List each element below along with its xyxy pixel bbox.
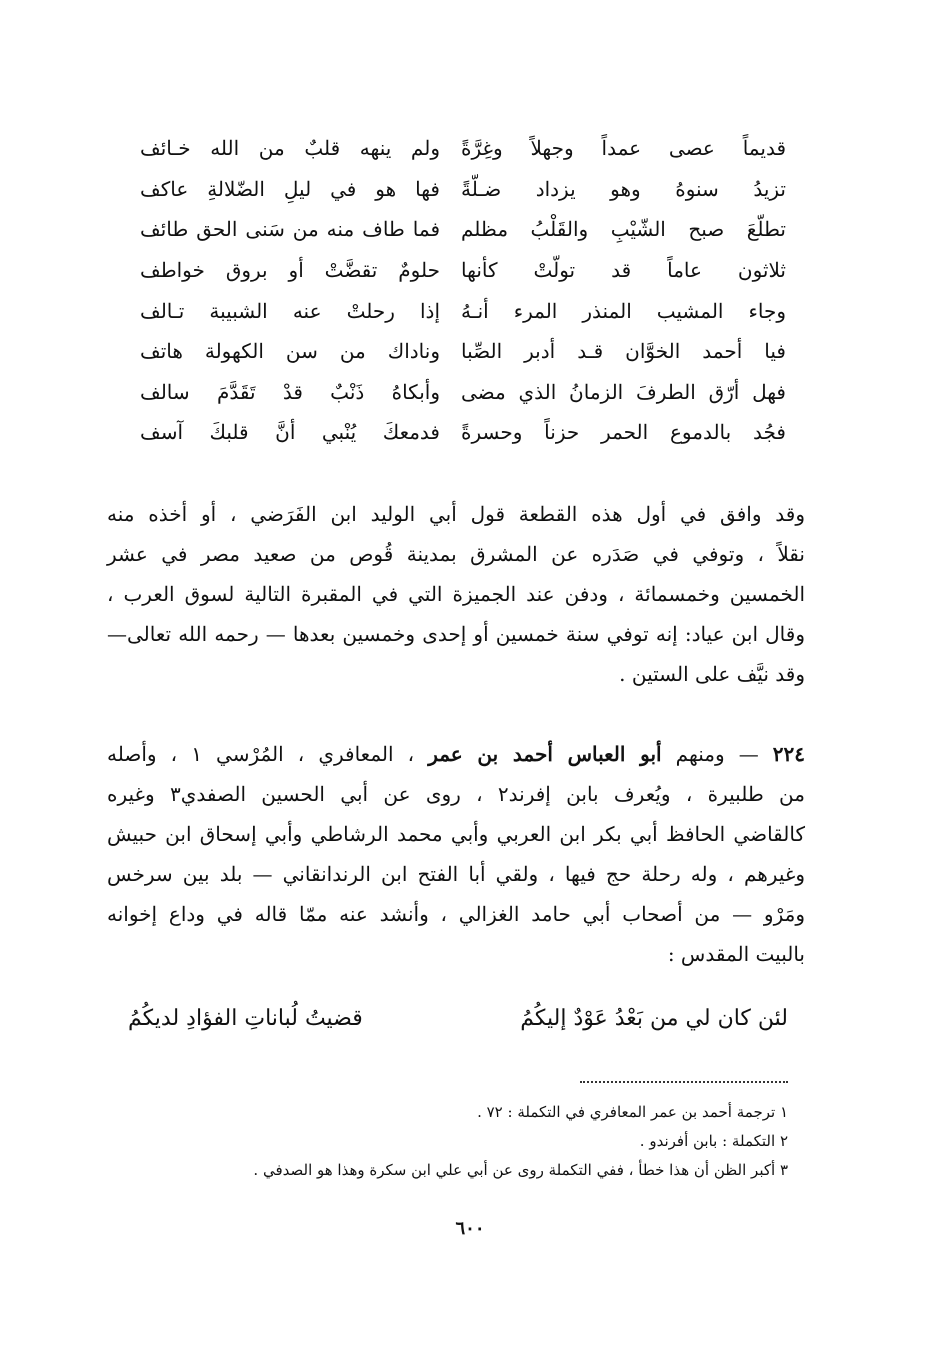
- text-line: وقال ابن عياد: إنه توفي سنة خمسين أو إحدى وخمسين بعدها — رحمه الله تعالى—: [107, 622, 805, 646]
- verse-second-hemistich: ولم ينهه قلبٌ من الله خـائف: [140, 136, 440, 161]
- footnote: ١ ترجمة أحمد بن عمر المعافري في التكملة : ٧٢ .: [477, 1103, 788, 1121]
- footnote-divider: [580, 1081, 788, 1083]
- verse-first-hemistich: تطلّعَ صبح الشّيْبِ والقَلْبُ مظلم: [461, 217, 786, 242]
- entry-person-name: أبو العباس أحمد بن عمر: [428, 742, 662, 766]
- page-number: ٦٠٠: [455, 1218, 485, 1239]
- verse-first-hemistich: تزيدُ سنوهُ وهو يزداد ضـلّةً: [461, 176, 786, 201]
- text-line: ومَرْو — من أصحاب أبي حامد الغزالي ، وأنشد عنه ممّا قاله في وداع إخوانه: [107, 902, 805, 926]
- verse-second-hemistich: إذا رحلتْ عنه الشبيبة تـالف: [140, 298, 440, 323]
- verse-second-hemistich: وأبكاهُ ذَنْبٌ قدْ تَقَدَّمَ سالف: [140, 379, 440, 404]
- footnote: ٢ التكملة : بابن أفرندو .: [639, 1132, 788, 1150]
- verse-second-hemistich: فدمعكَ يُنْبي أنَّ قلبكَ آسف: [140, 420, 440, 445]
- poem-verse: [140, 412, 786, 453]
- footnote: ٣ أكبر الظن أن هذا خطأ ، ففي التكملة روى عن أبي علي ابن سكرة وهذا هو الصدفي .: [253, 1161, 788, 1179]
- verse-first-hemistich: فيا أحمد الخوَّان قـد أدبر الصِّبا: [461, 339, 786, 364]
- poem: [140, 128, 786, 453]
- verse-second-hemistich: قضيتُ لُباناتِ الفؤادِ لديكُمُ: [128, 1006, 363, 1031]
- paragraph-biography: [107, 734, 805, 974]
- verse-second-hemistich: حلومٌ تقضَّتْ أو بروق خواطف: [140, 258, 440, 283]
- entry-intro: — ومنهم: [661, 742, 773, 766]
- verse-first-hemistich: فجُد بالدموع الحمر حزناً وحسرةً: [461, 420, 786, 445]
- verse-second-hemistich: وناداك من سن الكهولة هاتف: [140, 339, 440, 364]
- text-line: وقد نيَّف على الستين .: [619, 662, 805, 686]
- text-line: [107, 734, 805, 774]
- text-line: وقد وافق في أول هذه القطعة قول أبي الوليد ابن الفَرَضي ، أو أخذه منه: [107, 502, 805, 526]
- verse-second-hemistich: فما طاف منه من سَنى الحق طائف: [140, 217, 440, 242]
- entry-number: ٢٢٤: [772, 742, 806, 766]
- poem-verse: [140, 331, 786, 372]
- paragraph-commentary: [107, 494, 805, 694]
- verse-first-hemistich: وجاء المشيب المنذر المرء أنـهُ: [461, 298, 786, 323]
- text-line: كالقاضي الحافظ أبي بكر ابن العربي وأبي محمد الرشاطي وأبي إسحاق ابن حبيش: [107, 822, 805, 846]
- poem-verse: [140, 290, 786, 331]
- poem-verse: [140, 250, 786, 291]
- text-line: نقلاً ، وتوفي في صَدَره عن المشرق بمدينة قُوص من صعيد مصر في عشر: [107, 542, 805, 566]
- verse-first-hemistich: لئن كان لي من بَعْدُ عَوْدٌ إليكُمُ: [520, 1006, 788, 1031]
- entry-intro-rest: ، المعافري ، المُرْسي ١ ، وأصله: [107, 742, 429, 766]
- quoted-verse: [128, 1006, 788, 1031]
- text-line: الخمسين وخمسمائة ، ودفن عند الجميزة التي في المقبرة التالية لسوق العرب ،: [107, 582, 805, 606]
- verse-first-hemistich: ثلاثون عاماً قد تولّتْ كأنها: [461, 258, 786, 283]
- footnotes: [148, 1098, 788, 1185]
- poem-verse: [140, 169, 786, 210]
- verse-second-hemistich: فها هو في ليلِ الضّلالةِ عاكف: [140, 176, 440, 201]
- poem-verse: [140, 372, 786, 413]
- poem-verse: [140, 128, 786, 169]
- verse-first-hemistich: قديماً عصى عمداً وجهلاً وغِرَّةً: [461, 136, 786, 161]
- poem-verse: [140, 209, 786, 250]
- text-line: بالبيت المقدس :: [667, 942, 805, 966]
- text-line: من طلبيرة ، ويُعرف بابن إفرند٢ ، روى عن أبي الحسين الصفدي٣ وغيره: [107, 782, 805, 806]
- verse-first-hemistich: فهل أرّق الطرفَ الزمانُ الذي مضى: [461, 379, 786, 404]
- text-line: وغيرهم ، وله رحلة حج فيها ، ولقي أبا الفتح ابن الرندانقاني — بلد بين سرخس: [107, 862, 805, 886]
